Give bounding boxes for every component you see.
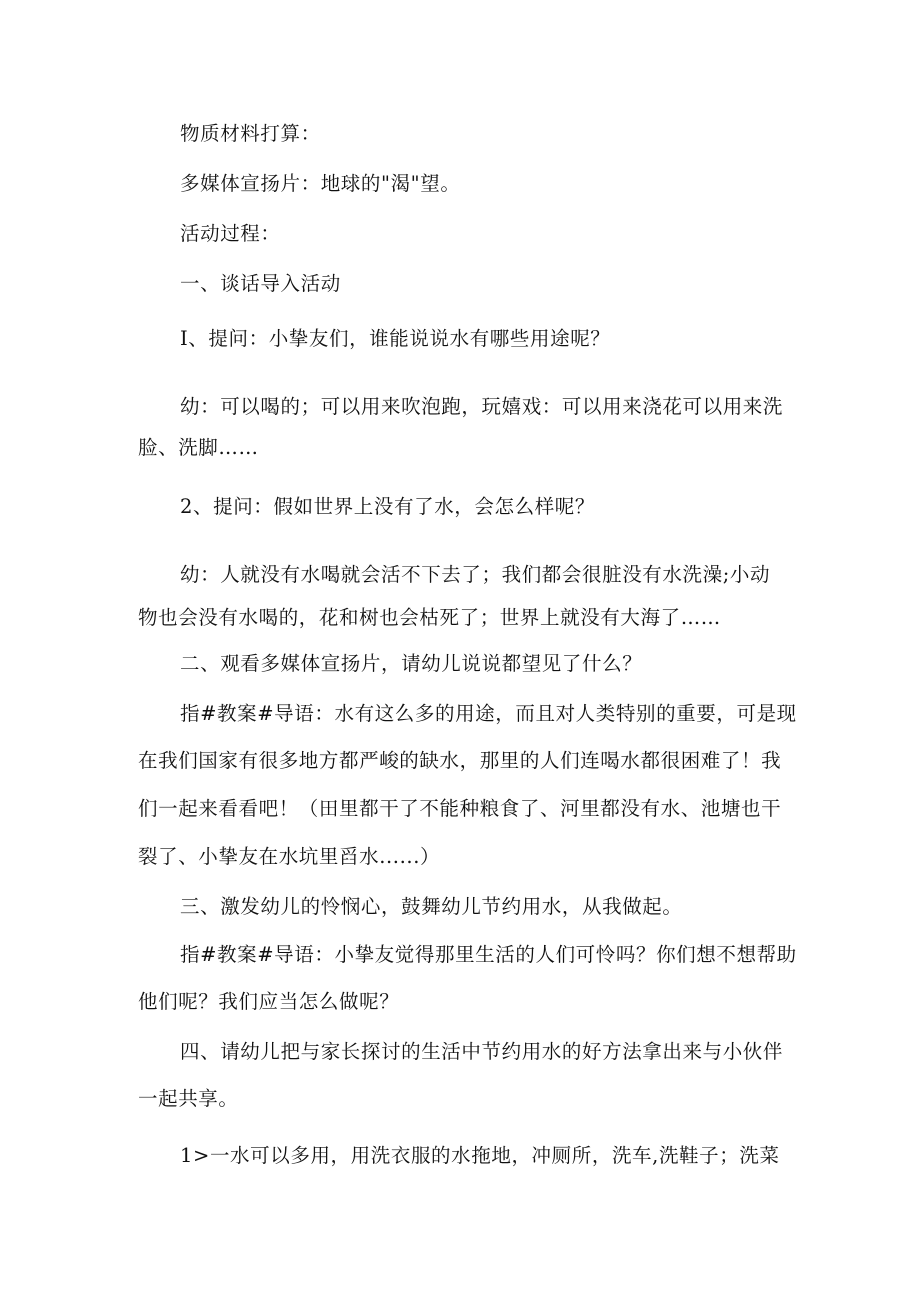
guide-one-line-4: 裂了、小挚友在水坑里舀水......） [138,845,441,868]
guide-two-line-2: 他们呢？我们应当怎么做呢？ [138,990,400,1013]
question-one: I、提问：小挚友们，谁能说说水有哪些用途呢？ [180,327,611,350]
answer-two-line-2: 物也会没有水喝的，花和树也会枯死了；世界上就没有大海了…… [138,606,721,629]
materials-item: 多媒体宣扬片：地球的"渴"望。 [180,172,461,195]
answer-one-line-1: 幼：可以喝的；可以用来吹泡跑，玩嬉戏：可以用来浇花可以用来洗 [180,395,784,418]
guide-one-line-2: 在我们国家有很多地方都严峻的缺水，那里的人们连喝水都很困难了！我 [138,749,782,772]
method-one-line: 1>一水可以多用，用洗衣服的水拖地，冲厕所，洗车,洗鞋子；洗菜 [180,1144,780,1167]
guide-two-line-1: 指#教案#导语：小挚友觉得那里生活的人们可怜吗？你们想不想帮助 [180,943,797,966]
section-one-heading: 一、谈话导入活动 [180,272,341,295]
guide-one-line-1: 指#教案#导语：水有这么多的用途，而且对人类特别的重要，可是现 [180,702,797,725]
section-two-heading: 二、观看多媒体宣扬片，请幼儿说说都望见了什么？ [180,652,643,675]
section-three-heading: 三、激发幼儿的怜悯心，鼓舞幼儿节约用水，从我做起。 [180,895,683,918]
section-four-line-1: 四、请幼儿把与家长探讨的生活中节约用水的好方法拿出来与小伙伴 [180,1040,784,1063]
answer-one-line-2: 脸、洗脚…… [138,436,259,459]
question-two: 2、提问：假如世界上没有了水，会怎么样呢？ [180,495,596,518]
section-four-line-2: 一起共享。 [138,1087,239,1110]
answer-two-line-1: 幼：人就没有水喝就会活不下去了；我们都会很脏没有水洗澡;小动 [180,563,771,586]
materials-heading: 物质材料打算： [180,122,321,145]
guide-one-line-3: 们一起来看看吧！（田里都干了不能种粮食了、河里都没有水、池塘也干 [138,797,782,820]
process-heading: 活动过程： [180,222,281,245]
